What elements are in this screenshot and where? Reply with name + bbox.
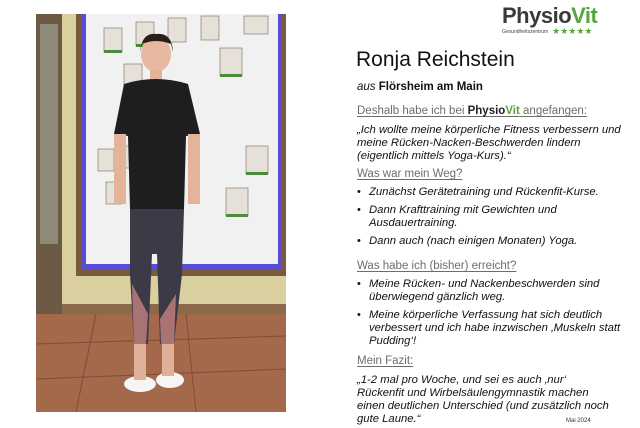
publication-date: Mai 2024 xyxy=(566,418,591,424)
origin-city: Flörsheim am Main xyxy=(378,81,483,93)
physiovit-logo xyxy=(502,4,622,36)
path-list xyxy=(357,186,625,253)
rating-stars-icon: ★★★★★ xyxy=(552,26,593,36)
conclusion-quote: „1-2 mal pro Woche, und sei es auch ‚nur‘ Rückenfit und Wirbelsäulengymnastik machen einen deutlichen Unterschied (und zusätzlich noch gute Laune.“ xyxy=(357,374,609,425)
bullet-icon: • xyxy=(357,309,361,321)
heading-why-suffix: angefangen: xyxy=(519,105,587,117)
path-item xyxy=(357,204,625,230)
bullet-icon: • xyxy=(357,204,361,216)
heading-path: Was war mein Weg? xyxy=(357,168,463,180)
heading-why-prefix: Deshalb habe ich bei xyxy=(357,105,468,117)
heading-brand-physio: Physio xyxy=(467,105,506,117)
achieved-item xyxy=(357,309,625,348)
achieved-list xyxy=(357,278,625,353)
bullet-icon: • xyxy=(357,235,361,247)
person-origin xyxy=(357,81,483,93)
achieved-item xyxy=(357,278,625,304)
path-item xyxy=(357,235,625,248)
path-item-text: Dann auch (nach einigen Monaten) Yoga. xyxy=(369,235,578,247)
origin-prefix: aus xyxy=(357,81,376,93)
path-item xyxy=(357,186,625,199)
logo-part-physio: Physio xyxy=(502,3,572,28)
heading-why-brand xyxy=(468,105,520,117)
profile-photo xyxy=(36,14,286,412)
bullet-icon: • xyxy=(357,278,361,290)
achieved-item-text: Meine Rücken- und Nackenbeschwerden sind überwiegend gänzlich weg. xyxy=(369,278,600,303)
heading-achieved: Was habe ich (bisher) erreicht? xyxy=(357,260,517,272)
logo-part-vit: Vit xyxy=(571,3,598,28)
heading-conclusion: Mein Fazit: xyxy=(357,355,414,367)
bullet-icon: • xyxy=(357,186,361,198)
logo-tagline: Gesundheitszentrum xyxy=(502,28,549,35)
why-quote: „Ich wollte meine körperliche Fitness verbessern und meine Rücken-Nacken-Beschwerden lindern (eigentlich mittels Yoga-Kurs).“ xyxy=(357,124,621,162)
achieved-item-text: Meine körperliche Verfassung hat sich deutlich verbessert und ich habe inzwischen ‚Muskeln statt Pudding‘! xyxy=(369,309,621,347)
logo-wordmark xyxy=(502,4,622,28)
person-name: Ronja Reichstein xyxy=(356,48,515,71)
path-item-text: Zunächst Gerätetraining und Rückenfit-Kurse. xyxy=(369,186,599,198)
photo-scene xyxy=(36,14,286,412)
heading-why xyxy=(357,105,587,117)
path-item-text: Dann Krafttraining mit Gewichten und Ausdauertraining. xyxy=(369,204,557,229)
heading-brand-vit: Vit xyxy=(505,105,520,117)
